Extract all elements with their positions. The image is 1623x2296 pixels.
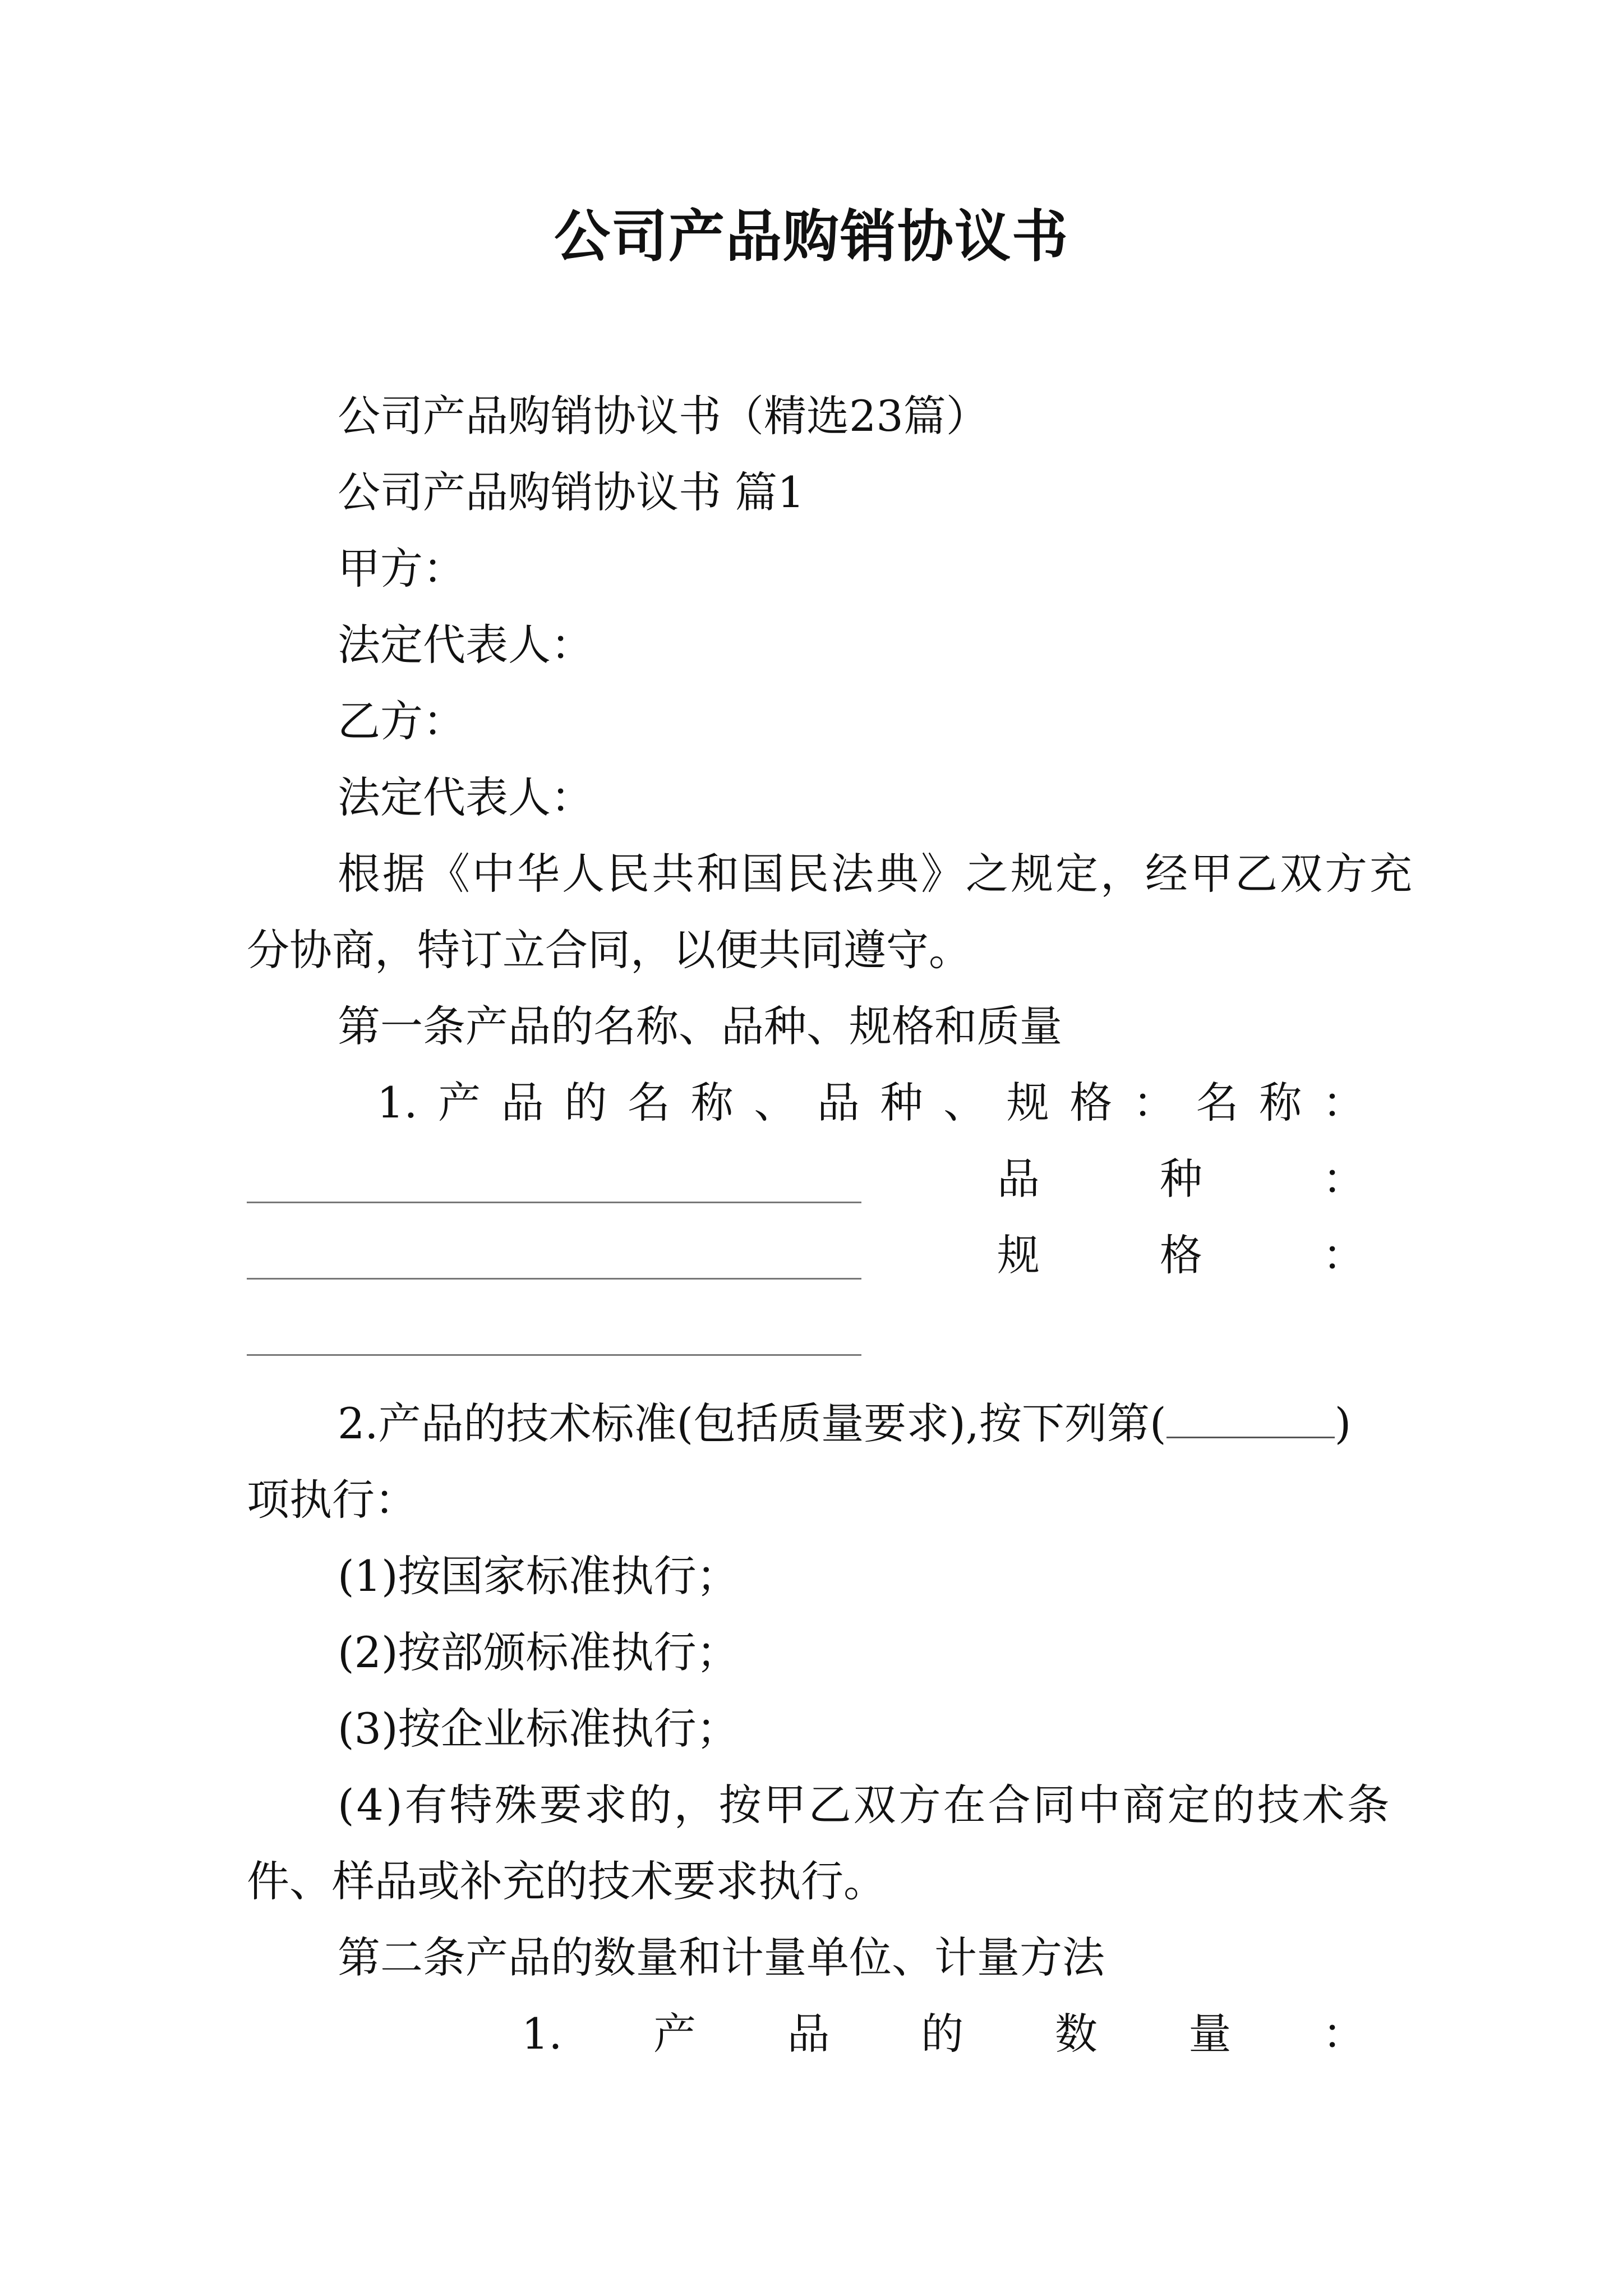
document-title: 公司产品购销协议书 [554, 204, 1069, 269]
quantity-char: 的 [921, 2009, 964, 2059]
item-2-line-2: 项执行： [247, 1475, 417, 1525]
document-subtitle: 公司产品购销协议书（精选23篇） [338, 391, 989, 441]
party-b-label: 乙方： [338, 696, 465, 746]
spec-char: ： [1322, 1230, 1365, 1280]
spec-label [997, 1227, 1365, 1283]
quantity-char: 量 [1188, 2009, 1232, 2059]
item-1-char: 种 [880, 1078, 923, 1128]
item-1-char: 、 [754, 1078, 797, 1128]
article-2-heading: 第二条产品的数量和计量单位、计量方法 [338, 1932, 1105, 1982]
option-1-national-standard: (1)按国家标准执行； [338, 1551, 739, 1601]
item-2-option-blank [1166, 1400, 1335, 1438]
variety-char: 品 [997, 1154, 1040, 1204]
option-4-line-2: 件、样品或补充的技术要求执行。 [247, 1856, 886, 1906]
article-1-heading: 第一条产品的名称、品种、规格和质量 [338, 1001, 1062, 1051]
item-1-char: 品 [501, 1078, 544, 1128]
party-a-representative-label: 法定代表人： [338, 620, 593, 670]
item-1-char: 的 [564, 1078, 607, 1128]
name-fill-blank [247, 1202, 861, 1203]
item-1-char: 名 [628, 1078, 671, 1128]
preamble-line-1: 根据《中华人民共和国民法典》之规定，经甲乙双方充 [338, 849, 1414, 899]
preamble-line-2: 分协商，特订立合同，以便共同遵守。 [247, 925, 971, 975]
spec-char: 规 [997, 1230, 1040, 1280]
item-2-close-paren: ) [1334, 1398, 1352, 1448]
quantity-char: ： [1322, 2009, 1365, 2059]
option-4-line-1: (4)有特殊要求的，按甲乙双方在合同中商定的技术条 [338, 1780, 1392, 1830]
section-heading: 公司产品购销协议书 篇1 [338, 467, 805, 517]
variety-char: 种 [1160, 1154, 1202, 1204]
item-1-char: 称 [1259, 1078, 1302, 1128]
item-1-char: 格 [1069, 1078, 1113, 1128]
spec-fill-blank [247, 1354, 861, 1356]
quantity-char: 产 [653, 2009, 697, 2059]
item-1-char: 称 [690, 1078, 734, 1128]
item-1-char: 规 [1006, 1078, 1049, 1128]
item-1-quantity [522, 2006, 1365, 2062]
item-1-char: 1. [377, 1078, 418, 1128]
item-2-technical-standard [338, 1396, 1351, 1452]
item-2-text: 2.产品的技术标准(包括质量要求),按下列第( [338, 1398, 1166, 1448]
item-1-char: 名 [1196, 1078, 1239, 1128]
quantity-char: 数 [1054, 2009, 1098, 2059]
spec-char: 格 [1160, 1230, 1202, 1280]
item-1-char: 品 [817, 1078, 860, 1128]
item-1-char: 产 [438, 1078, 481, 1128]
item-1-char: ： [1322, 1078, 1365, 1128]
party-b-representative-label: 法定代表人： [338, 772, 593, 822]
item-1-char: ： [1133, 1078, 1176, 1128]
item-1-char: 、 [943, 1078, 986, 1128]
party-a-label: 甲方： [338, 544, 465, 593]
quantity-char: 品 [787, 2009, 830, 2059]
variety-char: ： [1322, 1154, 1365, 1204]
option-2-ministry-standard: (2)按部颁标准执行； [338, 1627, 739, 1677]
item-1-name-variety-spec [377, 1075, 1365, 1131]
variety-label [997, 1151, 1365, 1207]
variety-fill-blank [247, 1278, 861, 1280]
option-3-enterprise-standard: (3)按企业标准执行； [338, 1704, 739, 1754]
quantity-char: 1. [522, 2009, 562, 2059]
